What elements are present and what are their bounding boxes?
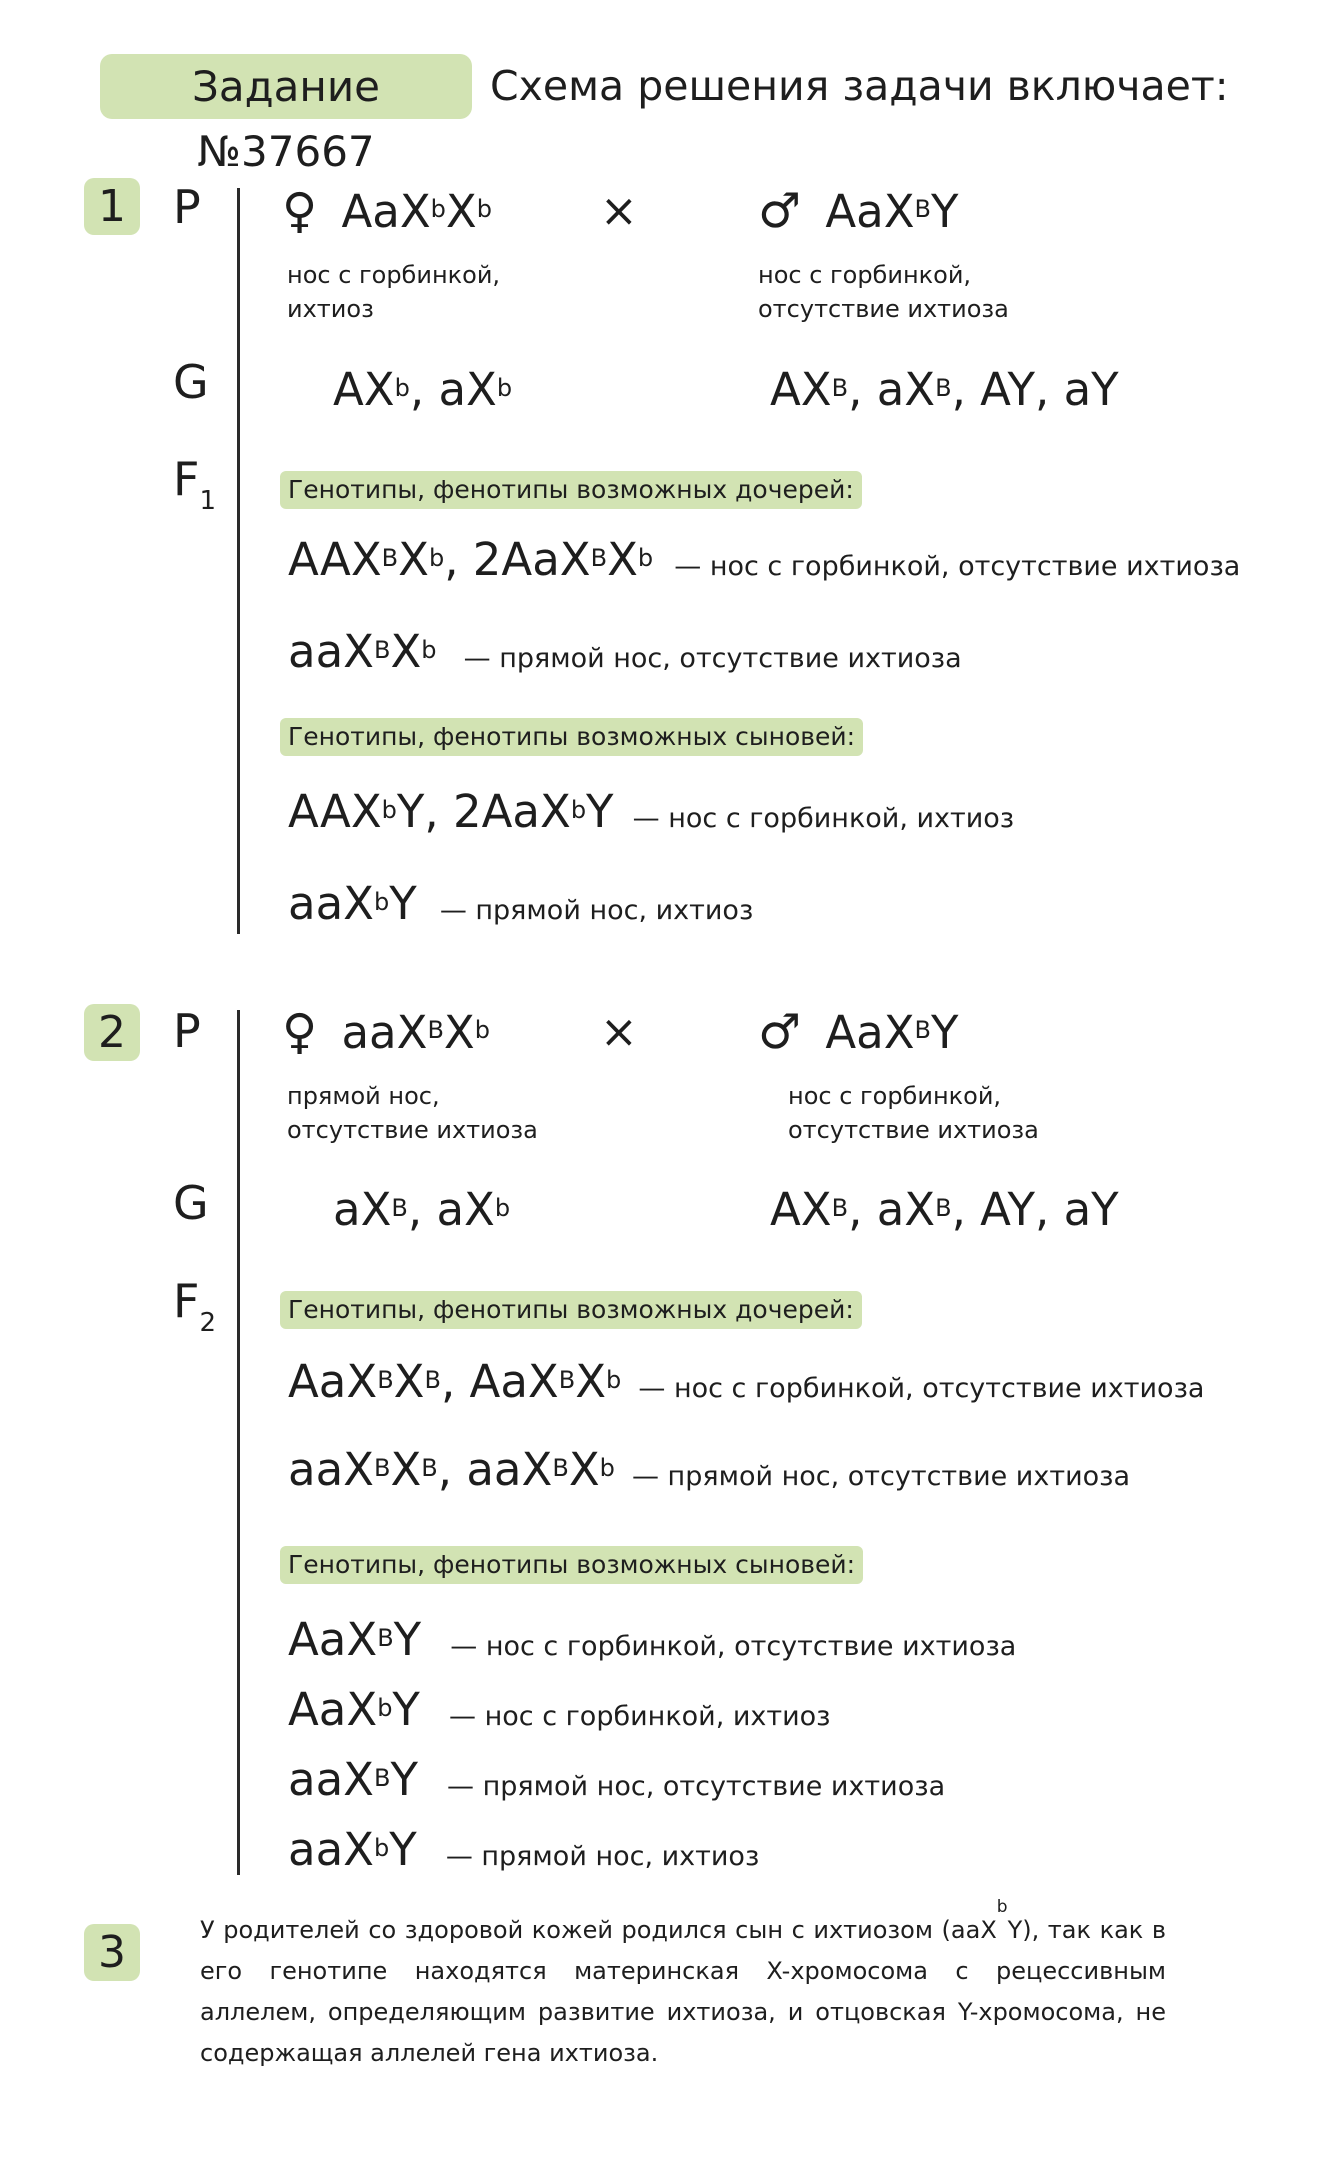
- sons-heading: Генотипы, фенотипы возможных сыновей:: [280, 718, 863, 756]
- task-number-badge: Задание №37667: [100, 54, 472, 119]
- son-genotype-row: AaX$^b$Y — нос с горбинкой, ихтиоз: [288, 1683, 831, 1736]
- male-parent-genotype: ♂ AaX$^B$Y: [758, 183, 959, 239]
- male-gametes: $AX^B$, $aX^B$, AY, aY: [770, 1183, 1119, 1236]
- daughters-heading: Генотипы, фенотипы возможных дочерей:: [280, 471, 862, 509]
- scheme-divider-line: [237, 188, 240, 934]
- conclusion-paragraph: У родителей со здоровой кожей родился сын с ихтиозом (aaX$^b$Y), так как в его генотипе находятся материнская X-хромосома с рецессивным аллелем, определяющим развитие ихтиоза, и отцовская Y-хромосома, не содержащая аллелей гена ихтиоза.: [200, 1897, 1166, 2067]
- male-parent-genotype: ♂ AaX$^B$Y: [758, 1004, 959, 1060]
- son-genotype-row: aaX$^B$Y — прямой нос, отсутствие ихтиоза: [288, 1753, 946, 1806]
- male-symbol-icon: ♂: [758, 183, 802, 239]
- female-symbol-icon: ♀: [282, 183, 318, 239]
- daughter-genotype-row: $aaX^BX^b$ — прямой нос, отсутствие ихтиоза: [288, 625, 962, 678]
- female-parent-genotype: ♀ $aaX^BX^b$: [282, 1004, 490, 1060]
- parents-label: P: [173, 180, 201, 234]
- male-symbol-icon: ♂: [758, 1004, 802, 1060]
- female-gametes: $AX^b$, $aX^b$: [333, 363, 513, 416]
- male-parent-phenotype: нос с горбинкой, отсутствие ихтиоза: [758, 261, 1009, 323]
- offspring-label: [173, 1274, 217, 1338]
- daughters-heading: Генотипы, фенотипы возможных дочерей:: [280, 1291, 862, 1329]
- page-subtitle: Схема решения задачи включает:: [490, 62, 1229, 110]
- gametes-label: G: [173, 1176, 209, 1230]
- son-genotype-row: aaX$^b$Y — прямой нос, ихтиоз: [288, 877, 754, 930]
- sons-heading: Генотипы, фенотипы возможных сыновей:: [280, 1546, 863, 1584]
- offspring-letter: F: [173, 452, 200, 506]
- son-genotype-row: AaX$^B$Y — нос с горбинкой, отсутствие ихтиоза: [288, 1613, 1017, 1666]
- daughter-genotype-row: $AaX^BX^B$, $AaX^BX^b$ — нос с горбинкой, отсутствие ихтиоза: [288, 1355, 1205, 1408]
- cross-symbol: ×: [600, 1005, 638, 1058]
- step-number-3: 3: [84, 1924, 140, 1981]
- daughter-genotype-row: $AAX^BX^b$, $2AaX^BX^b$ — нос с горбинкой, отсутствие ихтиоза: [288, 533, 1241, 586]
- scheme-divider-line: [237, 1010, 240, 1875]
- offspring-subscript: 2: [199, 1308, 217, 1338]
- female-gametes: $aX^B$, $aX^b$: [333, 1183, 511, 1236]
- step-number-2: 2: [84, 1004, 140, 1061]
- female-parent-genotype: ♀ $AaX^bX^b$: [282, 183, 492, 239]
- female-symbol-icon: ♀: [282, 1004, 318, 1060]
- cross-symbol: ×: [600, 184, 638, 237]
- offspring-letter: F: [173, 1274, 200, 1328]
- offspring-subscript: 1: [199, 486, 217, 516]
- male-parent-phenotype: нос с горбинкой, отсутствие ихтиоза: [788, 1082, 1039, 1144]
- male-gametes: $AX^B$, $aX^B$, AY, aY: [770, 363, 1119, 416]
- son-genotype-row: AAX$^b$Y, 2AaX$^b$Y — нос с горбинкой, ихтиоз: [288, 785, 1015, 838]
- step-number-1: 1: [84, 178, 140, 235]
- parents-label: P: [173, 1004, 201, 1058]
- offspring-label: [173, 452, 217, 516]
- son-genotype-row: aaX$^b$Y — прямой нос, ихтиоз: [288, 1823, 760, 1876]
- daughter-genotype-row: $aaX^BX^B$, $aaX^BX^b$ — прямой нос, отсутствие ихтиоза: [288, 1443, 1131, 1496]
- female-parent-phenotype: прямой нос, отсутствие ихтиоза: [287, 1082, 538, 1144]
- gametes-label: G: [173, 355, 209, 409]
- female-parent-phenotype: нос с горбинкой, ихтиоз: [287, 261, 501, 323]
